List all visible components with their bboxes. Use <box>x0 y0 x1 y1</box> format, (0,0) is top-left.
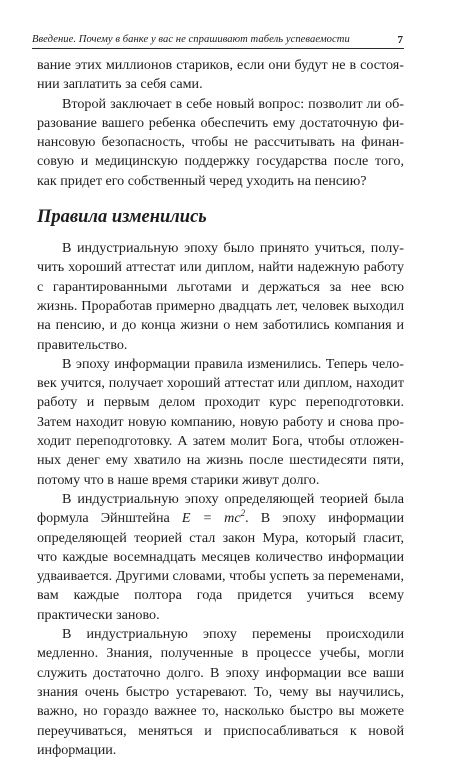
formula-exponent: 2 <box>240 508 246 519</box>
paragraph: В индустриальную эпоху было принято учиться, получить хороший аттестат или диплом, найти надежную работу с гарантированными льготами и держаться за нее всю жизнь. Проработав примерно двадцать лет, человек выходил на пенсию, и до конца жизни о нем заботились компания и правительство. <box>37 240 404 353</box>
book-page <box>32 34 404 760</box>
paragraph: В эпоху информации правила изменились. Теперь человек учится, получает хороший аттестат или диплом, находит работу и первым делом проходит курс переподготовки. Затем находит новую компанию, новую работу и снова проходит переподготовку. А затем молит Бога, чтобы отложенных денег ему хватило на жизнь после шестидесяти пяти, потому что в наше время старики живут долго. <box>37 355 404 488</box>
page-number: 7 <box>397 34 403 46</box>
running-title: Введение. Почему в банке у вас не спрашивают табель успеваемости <box>32 34 350 45</box>
paragraph: В индустриальную эпоху перемены происходили медленно. Знания, полученные в процессе учебы, могли служить достаточно долго. В эпоху информации все ваши знания очень быстро устаревают. То, чему вы научились, важно, но гораздо важнее то, насколько быстро вы можете переучиваться, меняться и приспосабливаться к новой информации. <box>37 626 404 758</box>
paragraph-continued: вание этих миллионов стариков, если они будут не в состоянии заплатить за себя сами. <box>37 57 404 93</box>
running-header <box>32 34 404 49</box>
paragraph: Второй заключает в себе новый вопрос: позволит ли образование вашего ребенка обеспечить ему достаточную финансовую безопасность, чтобы не рассчитывать на финансовую и медицинскую поддержку государства после того, как придет его собственный черед уходить на пенсию? <box>37 95 404 189</box>
paragraph-with-formula <box>37 490 404 625</box>
formula-base: E = mc <box>181 510 241 527</box>
paragraph-text-after-formula: . В эпоху информации определяющей теорией стал закон Мура, который гласит, что каждые восемнадцать месяцев количество информации удваивается. Другими словами, чтобы успеть за переменами, вам каждые полтора года придется учиться всему практически заново. <box>37 510 404 623</box>
section-heading: Правила изменились <box>37 207 207 228</box>
einstein-formula <box>182 510 245 526</box>
paragraph-text-before-formula: В индустриальную эпоху определяющей теорией была формула Эйнштейна <box>37 490 404 527</box>
page-body <box>37 56 404 760</box>
